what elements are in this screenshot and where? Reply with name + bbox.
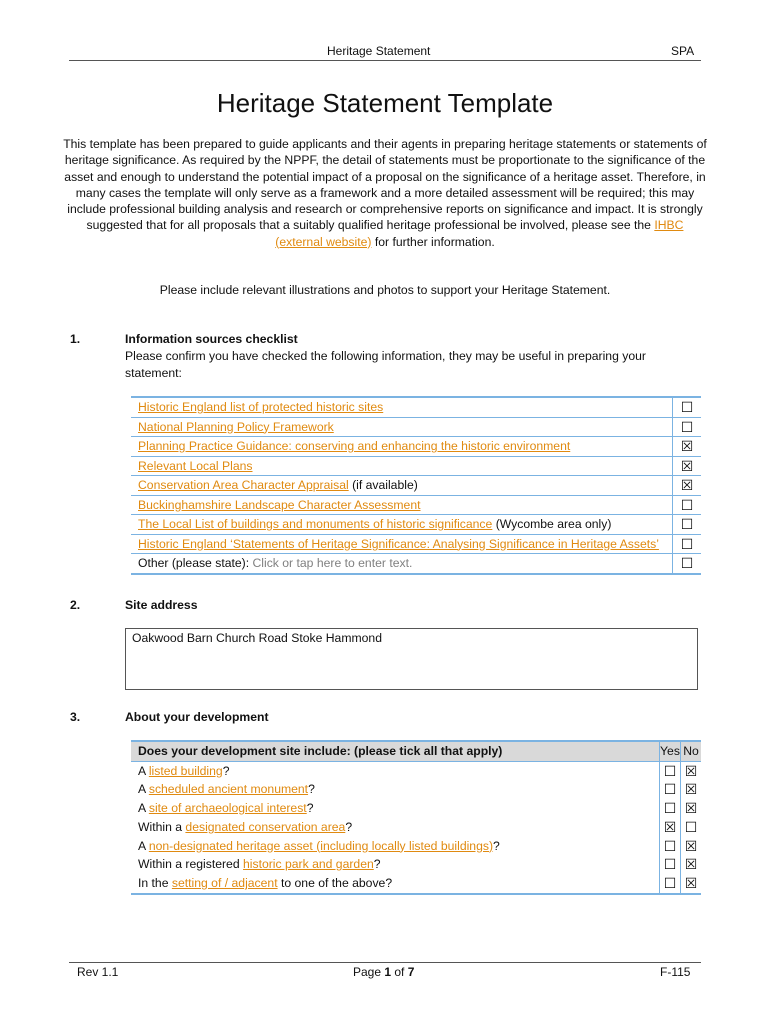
checklist-item bbox=[131, 397, 673, 417]
development-row bbox=[131, 837, 701, 856]
item-suffix: ? bbox=[345, 819, 353, 834]
checklist-row bbox=[131, 456, 701, 476]
section3-title: About your development bbox=[125, 710, 269, 724]
item-link[interactable]: designated conservation area bbox=[185, 819, 346, 834]
checklist-row bbox=[131, 417, 701, 437]
header-org: SPA bbox=[671, 44, 695, 58]
yes-column-label: Yes bbox=[660, 741, 681, 761]
item-prefix: In the bbox=[138, 875, 172, 890]
no-checkbox[interactable]: ☒ bbox=[681, 780, 702, 799]
checklist-checkbox[interactable]: ☒ bbox=[673, 476, 702, 496]
item-prefix: A bbox=[138, 763, 149, 778]
checklist-checkbox[interactable]: ☒ bbox=[673, 456, 702, 476]
development-question: Does your development site include: (please tick all that apply) bbox=[131, 741, 660, 761]
yes-checkbox[interactable]: ☐ bbox=[660, 874, 681, 894]
checklist-row bbox=[131, 397, 701, 417]
checklist-other bbox=[131, 554, 673, 574]
development-item bbox=[131, 818, 660, 837]
section1-text: Please confirm you have checked the following information, they may be useful in preparing your statement: bbox=[125, 349, 646, 380]
other-label: Other (please state): bbox=[138, 556, 253, 570]
no-checkbox[interactable]: ☒ bbox=[681, 799, 702, 818]
section3-number: 3. bbox=[70, 710, 81, 724]
checklist-link[interactable]: Planning Practice Guidance: conserving and enhancing the historic environment bbox=[138, 439, 571, 453]
item-link[interactable]: historic park and garden bbox=[243, 857, 374, 872]
document-title: Heritage Statement Template bbox=[216, 88, 554, 118]
item-suffix: ? bbox=[308, 782, 315, 797]
checklist-checkbox[interactable]: ☐ bbox=[673, 417, 702, 437]
checklist-suffix: (Wycombe area only) bbox=[492, 517, 612, 531]
checklist-item bbox=[131, 476, 673, 496]
development-table bbox=[131, 740, 701, 895]
no-checkbox[interactable]: ☒ bbox=[681, 837, 702, 856]
item-link[interactable]: site of archaeological interest bbox=[148, 801, 307, 816]
checklist-link[interactable]: Buckinghamshire Landscape Character Assessment bbox=[138, 497, 421, 512]
checklist-item bbox=[131, 534, 673, 554]
checklist-item bbox=[131, 437, 673, 457]
item-link[interactable]: scheduled ancient monument bbox=[148, 782, 309, 797]
item-link[interactable]: non-designated heritage asset (including locally listed buildings) bbox=[148, 838, 494, 853]
section1-title: Information sources checklist bbox=[125, 332, 298, 346]
development-row bbox=[131, 799, 701, 818]
header-title: Heritage Statement bbox=[327, 44, 431, 58]
no-column-label: No bbox=[681, 741, 702, 761]
footer-page bbox=[353, 965, 414, 979]
section2-title: Site address bbox=[125, 598, 198, 612]
item-prefix: Within a registered bbox=[138, 857, 243, 872]
checklist-row bbox=[131, 515, 701, 535]
item-suffix: ? bbox=[222, 763, 230, 778]
checklist-item bbox=[131, 456, 673, 476]
no-checkbox[interactable]: ☒ bbox=[681, 855, 702, 874]
item-link[interactable]: listed building bbox=[148, 763, 223, 778]
of-word: of bbox=[391, 965, 408, 979]
development-row bbox=[131, 761, 701, 780]
development-row bbox=[131, 874, 701, 894]
development-row bbox=[131, 818, 701, 837]
item-prefix: A bbox=[138, 801, 149, 816]
no-checkbox[interactable]: ☒ bbox=[681, 874, 702, 894]
page-word: Page bbox=[353, 965, 385, 979]
checklist-link[interactable]: Relevant Local Plans bbox=[138, 458, 253, 473]
checklist-row bbox=[131, 476, 701, 496]
other-checkbox[interactable]: ☐ bbox=[673, 554, 702, 574]
header-rule bbox=[69, 60, 701, 61]
item-prefix: A bbox=[138, 838, 149, 853]
item-suffix: to one of the above? bbox=[277, 875, 393, 890]
section1-number: 1. bbox=[70, 332, 81, 346]
development-row bbox=[131, 780, 701, 799]
sources-checklist-table bbox=[131, 396, 701, 575]
checklist-suffix: (if available) bbox=[348, 478, 418, 492]
checklist-checkbox[interactable]: ☐ bbox=[673, 495, 702, 515]
development-item bbox=[131, 799, 660, 818]
no-checkbox[interactable]: ☐ bbox=[681, 818, 702, 837]
intro-text-end: for further information. bbox=[371, 234, 495, 249]
yes-checkbox[interactable]: ☐ bbox=[660, 855, 681, 874]
checklist-link[interactable]: Historic England list of protected historic sites bbox=[138, 400, 384, 414]
site-address-field[interactable]: Oakwood Barn Church Road Stoke Hammond bbox=[125, 628, 698, 690]
section2-number: 2. bbox=[70, 598, 81, 612]
yes-checkbox[interactable]: ☐ bbox=[660, 761, 681, 780]
checklist-item bbox=[131, 495, 673, 515]
yes-checkbox[interactable]: ☐ bbox=[660, 780, 681, 799]
checklist-checkbox[interactable]: ☒ bbox=[673, 437, 702, 457]
intro-paragraph bbox=[62, 136, 708, 250]
checklist-item bbox=[131, 417, 673, 437]
item-link[interactable]: setting of / adjacent bbox=[171, 875, 278, 890]
checklist-checkbox[interactable]: ☐ bbox=[673, 397, 702, 417]
development-item bbox=[131, 837, 660, 856]
development-item bbox=[131, 761, 660, 780]
item-prefix: Within a bbox=[138, 819, 186, 834]
item-suffix: ? bbox=[493, 838, 500, 853]
checklist-link[interactable]: The Local List of buildings and monuments of historic significance bbox=[138, 517, 493, 531]
item-suffix: ? bbox=[373, 857, 381, 872]
no-checkbox[interactable]: ☒ bbox=[681, 761, 702, 780]
item-suffix: ? bbox=[306, 801, 314, 816]
footer-rule bbox=[69, 962, 701, 963]
yes-checkbox[interactable]: ☐ bbox=[660, 799, 681, 818]
development-table-header bbox=[131, 741, 701, 761]
footer-revision: Rev 1.1 bbox=[77, 965, 119, 979]
checklist-checkbox[interactable]: ☐ bbox=[673, 515, 702, 535]
illustrations-note: Please include relevant illustrations and photos to support your Heritage Statement. bbox=[159, 283, 611, 297]
development-item bbox=[131, 780, 660, 799]
development-row bbox=[131, 855, 701, 874]
ihbc-link[interactable]: IHBC (external website) bbox=[275, 218, 684, 249]
checklist-row bbox=[131, 534, 701, 554]
development-item bbox=[131, 855, 660, 874]
checklist-item bbox=[131, 515, 673, 535]
checklist-link[interactable]: National Planning Policy Framework bbox=[138, 419, 334, 434]
checklist-link[interactable]: Conservation Area Character Appraisal bbox=[138, 478, 349, 492]
intro-text: This template has been prepared to guide applicants and their agents in preparing heritage statements or statements of heritage significance. As required by the NPPF, the detail of statements must be proportionate to the significance of the asset and enough to understand the potential impact of a proposal on the significance of a heritage asset. Therefore, in many cases the template will only serve as a framework and a more detailed assessment will be required; this may include professional building analysis and research or comprehensive reports on significance and impact. It is strongly suggested that for all proposals that a suitably qualified heritage professional be involved, please see the bbox=[63, 137, 707, 233]
yes-checkbox[interactable]: ☒ bbox=[660, 818, 681, 837]
checklist-row bbox=[131, 495, 701, 515]
other-input[interactable]: Click or tap here to enter text. bbox=[252, 556, 413, 570]
development-item bbox=[131, 874, 660, 894]
yes-checkbox[interactable]: ☐ bbox=[660, 837, 681, 856]
page-total: 7 bbox=[407, 965, 415, 979]
checklist-row bbox=[131, 437, 701, 457]
checklist-row-other bbox=[131, 554, 701, 574]
item-prefix: A bbox=[138, 782, 149, 797]
footer-form-code: F-115 bbox=[660, 965, 691, 979]
checklist-link[interactable]: Historic England ‘Statements of Heritage Significance: Analysing Significance in Heritage Assets’ bbox=[138, 536, 659, 551]
page-number: 1 bbox=[384, 965, 392, 979]
checklist-checkbox[interactable]: ☐ bbox=[673, 534, 702, 554]
